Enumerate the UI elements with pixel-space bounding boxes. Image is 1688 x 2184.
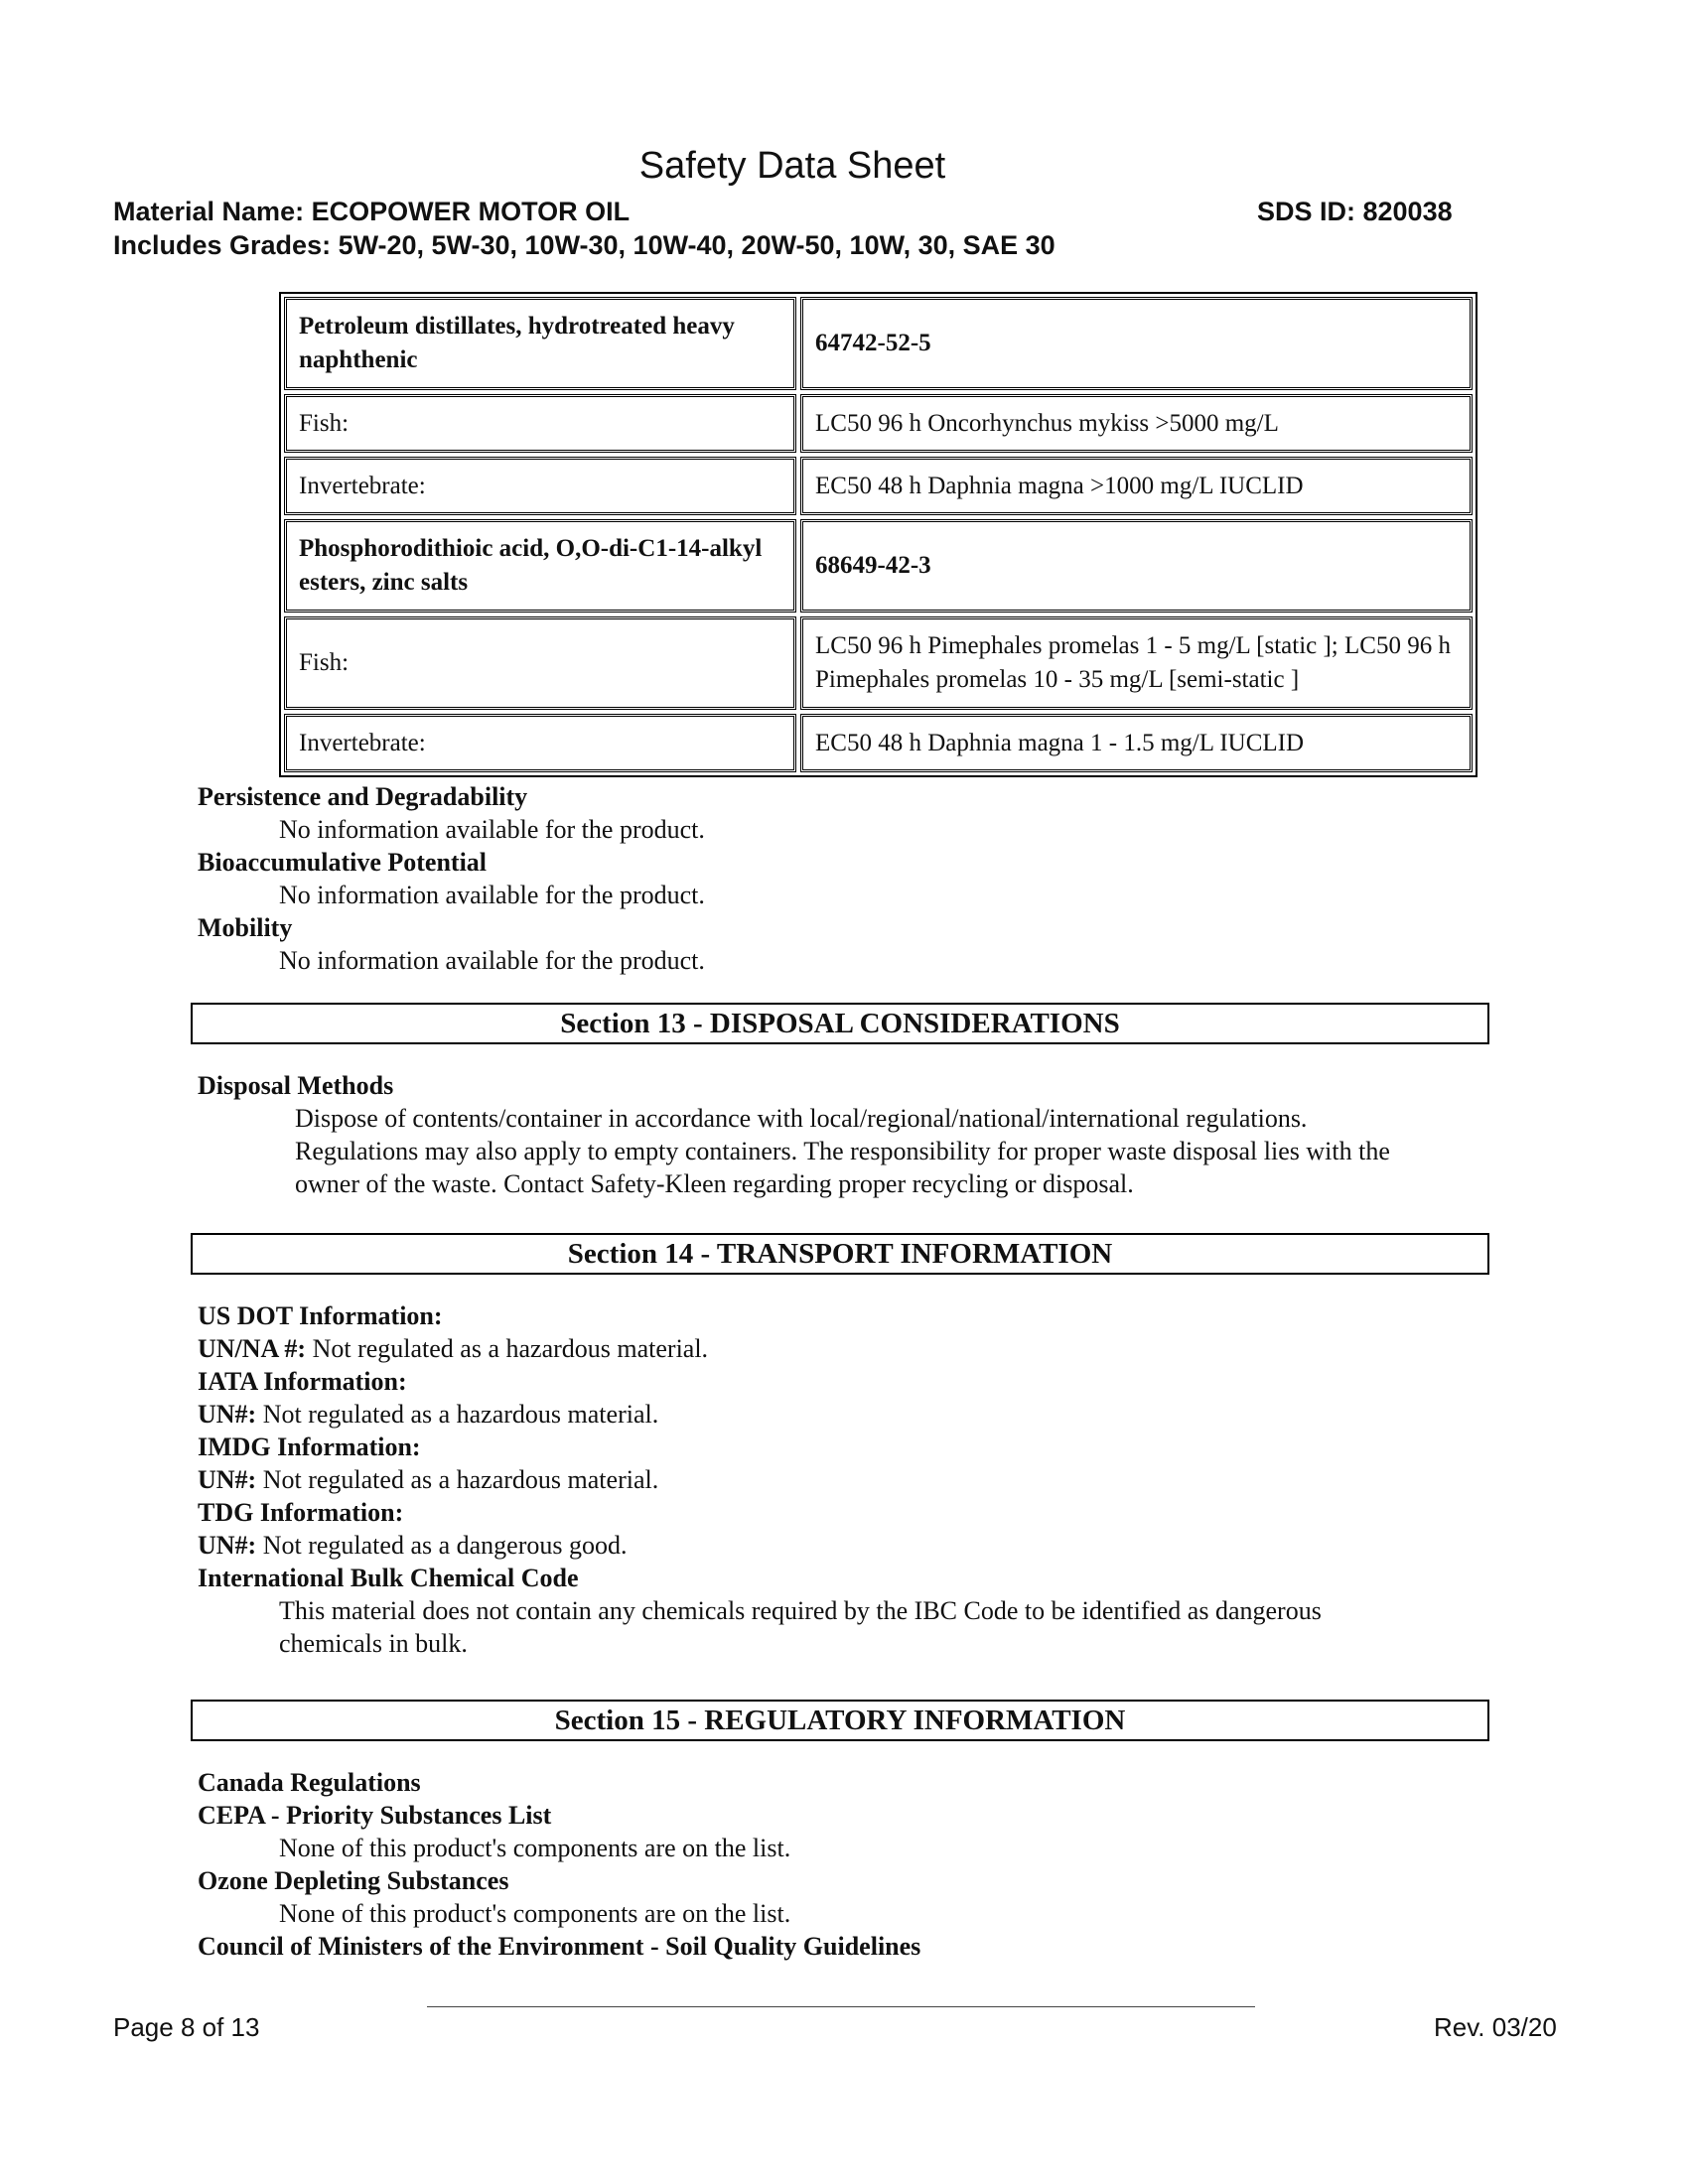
organism-label: Invertebrate: [284, 714, 796, 772]
toxicity-value: EC50 48 h Daphnia magna >1000 mg/L IUCLID [800, 457, 1473, 515]
un-na-label: UN/NA #: [198, 1334, 307, 1363]
ecotoxicity-table [279, 292, 1477, 777]
revision-date: Rev. 03/20 [1434, 2012, 1557, 2042]
iata-label: IATA Information: [198, 1367, 407, 1396]
us-dot-label: US DOT Information: [198, 1301, 443, 1330]
toxicity-value: LC50 96 h Oncorhynchus mykiss >5000 mg/L [800, 394, 1473, 453]
section15-body [198, 1766, 920, 1963]
disposal-text-line: owner of the waste. Contact Safety-Kleen regarding proper recycling or disposal. [295, 1169, 1134, 1198]
section13-heading: Section 13 - DISPOSAL CONSIDERATIONS [191, 1003, 1489, 1044]
cepa-text: None of this product's components are on the list. [279, 1834, 791, 1862]
table-row [284, 714, 1473, 772]
ozone-text: None of this product's components are on the list. [279, 1899, 791, 1928]
toxicity-value: LC50 96 h Pimephales promelas 1 - 5 mg/L [static ]; LC50 96 h Pimephales promelas 10 - 35 mg/L [semi-static ] [800, 616, 1473, 710]
un-na-value: Not regulated as a hazardous material. [306, 1334, 709, 1363]
ozone-label: Ozone Depleting Substances [198, 1866, 509, 1895]
un-label: UN#: [198, 1531, 257, 1560]
imdg-un-line [198, 1463, 1322, 1496]
un-label: UN#: [198, 1465, 257, 1494]
table-row [284, 519, 1473, 613]
cas-number: 68649-42-3 [800, 519, 1473, 613]
tdg-label: TDG Information: [198, 1498, 404, 1527]
section15-heading: Section 15 - REGULATORY INFORMATION [191, 1700, 1489, 1741]
toxicity-value: EC50 48 h Daphnia magna 1 - 1.5 mg/L IUCLID [800, 714, 1473, 772]
table-row [284, 394, 1473, 453]
un-na-line [198, 1332, 1322, 1365]
substance-name: Phosphorodithioic acid, O,O-di-C1-14-alkyl esters, zinc salts [284, 519, 796, 613]
material-name: Material Name: ECOPOWER MOTOR OIL [113, 197, 631, 226]
mobility-label: Mobility [198, 913, 293, 942]
substance-name: Petroleum distillates, hydrotreated heavy naphthenic [284, 297, 796, 390]
organism-label: Fish: [284, 394, 796, 453]
bioaccumulative-label: Bioaccumulative Potential [198, 848, 488, 877]
page-number: Page 8 of 13 [113, 2012, 260, 2042]
footer-divider [427, 2006, 1255, 2007]
tdg-un-line [198, 1529, 1322, 1562]
canada-regulations-label: Canada Regulations [198, 1768, 421, 1797]
ibc-text-line: chemicals in bulk. [279, 1629, 468, 1658]
disposal-text-line: Dispose of contents/container in accordance with local/regional/national/international regulations. [295, 1104, 1308, 1133]
bioaccumulative-text: No information available for the product. [279, 881, 705, 909]
organism-label: Invertebrate: [284, 457, 796, 515]
mobility-text: No information available for the product. [279, 946, 705, 975]
un-value: Not regulated as a hazardous material. [256, 1400, 659, 1429]
un-value: Not regulated as a hazardous material. [256, 1465, 659, 1494]
un-value: Not regulated as a dangerous good. [256, 1531, 628, 1560]
table-row [284, 297, 1473, 390]
organism-label: Fish: [284, 616, 796, 710]
ibc-text-line: This material does not contain any chemicals required by the IBC Code to be identified as dangerous [279, 1596, 1322, 1625]
disposal-text-line: Regulations may also apply to empty containers. The responsibility for proper waste disposal lies with the [295, 1137, 1390, 1165]
imdg-label: IMDG Information: [198, 1433, 421, 1461]
section14-body [198, 1299, 1322, 1660]
disposal-methods-label: Disposal Methods [198, 1071, 394, 1100]
cepa-label: CEPA - Priority Substances List [198, 1801, 552, 1830]
section14-heading: Section 14 - TRANSPORT INFORMATION [191, 1233, 1489, 1275]
cas-number: 64742-52-5 [800, 297, 1473, 390]
table-row [284, 457, 1473, 515]
included-grades: Includes Grades: 5W-20, 5W-30, 10W-30, 10W-40, 20W-50, 10W, 30, SAE 30 [113, 230, 1055, 260]
ibc-label: International Bulk Chemical Code [198, 1564, 579, 1592]
document-title: Safety Data Sheet [638, 145, 946, 187]
section12-tail [198, 780, 705, 977]
iata-un-line [198, 1398, 1322, 1431]
persistence-text: No information available for the product. [279, 815, 705, 844]
un-label: UN#: [198, 1400, 257, 1429]
sds-id: SDS ID: 820038 [1257, 197, 1453, 226]
council-guidelines-label: Council of Ministers of the Environment - Soil Quality Guidelines [198, 1932, 921, 1961]
table-row [284, 616, 1473, 710]
section13-body [198, 1069, 1390, 1200]
persistence-label: Persistence and Degradability [198, 782, 528, 811]
